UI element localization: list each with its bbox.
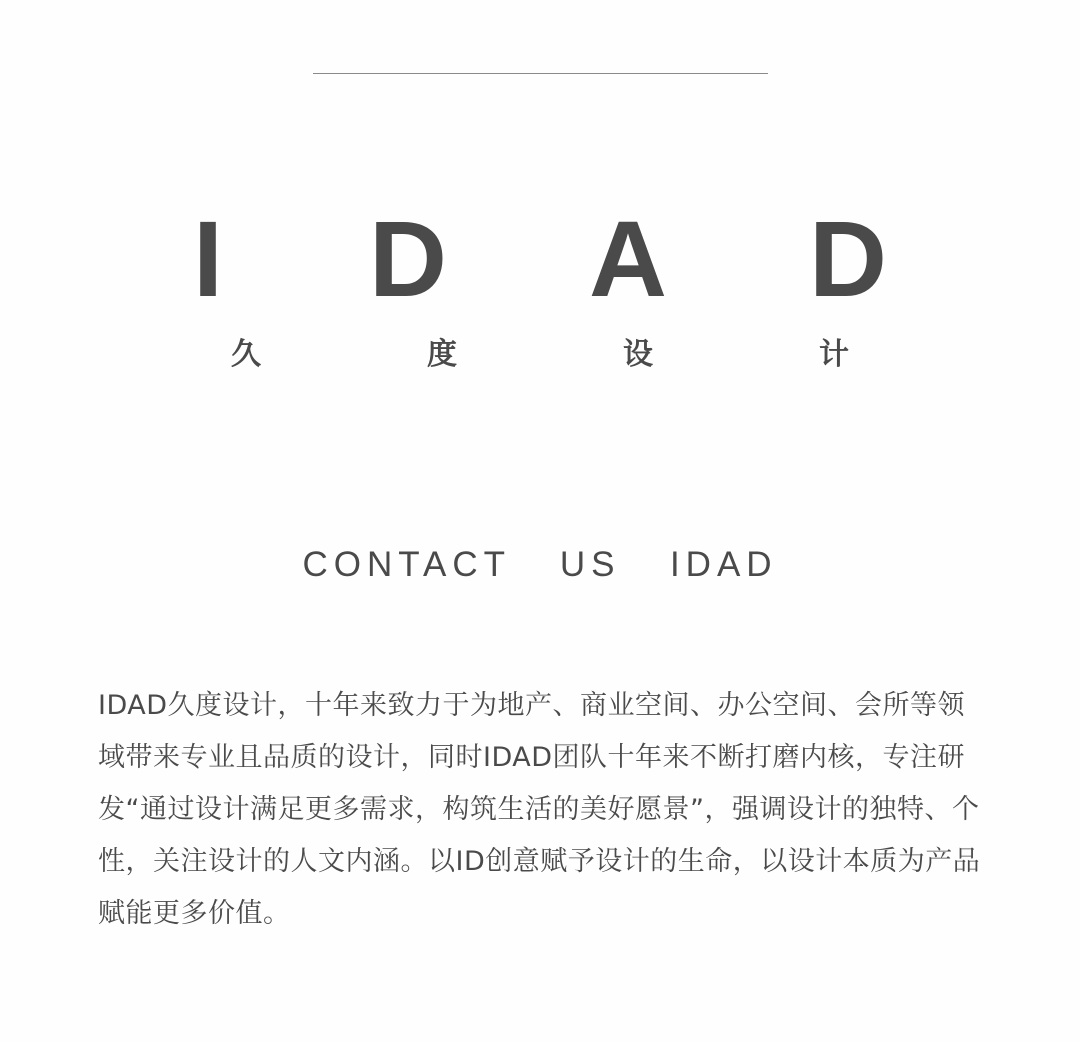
top-divider <box>313 73 768 74</box>
brand-cn-char-2: 度 <box>427 337 457 372</box>
contact-heading-part-3: IDAD <box>669 545 778 584</box>
brand-cn-char-3: 设 <box>623 337 653 372</box>
contact-heading <box>0 545 1080 585</box>
contact-heading-part-2: US <box>559 545 621 584</box>
brand-cn-char-1: 久 <box>231 337 261 372</box>
brand-cn-char-4: 计 <box>819 337 849 372</box>
about-paragraph: IDAD久度设计，十年来致力于为地产、商业空间、办公空间、会所等领域带来专业且品质的设计，同时IDAD团队十年来不断打磨内核，专注研发“通过设计满足更多需求，构筑生活的美好愿景”，强调设计的独特、个性，关注设计的人文内涵。以ID创意赋予设计的生命，以设计本质为产品赋能更多价值。 <box>98 690 981 929</box>
contact-heading-part-1: CONTACT <box>302 545 511 584</box>
brand-chinese-name <box>0 329 1080 373</box>
brand-logotype: I D A D <box>193 198 945 319</box>
brand-block <box>0 198 1080 373</box>
